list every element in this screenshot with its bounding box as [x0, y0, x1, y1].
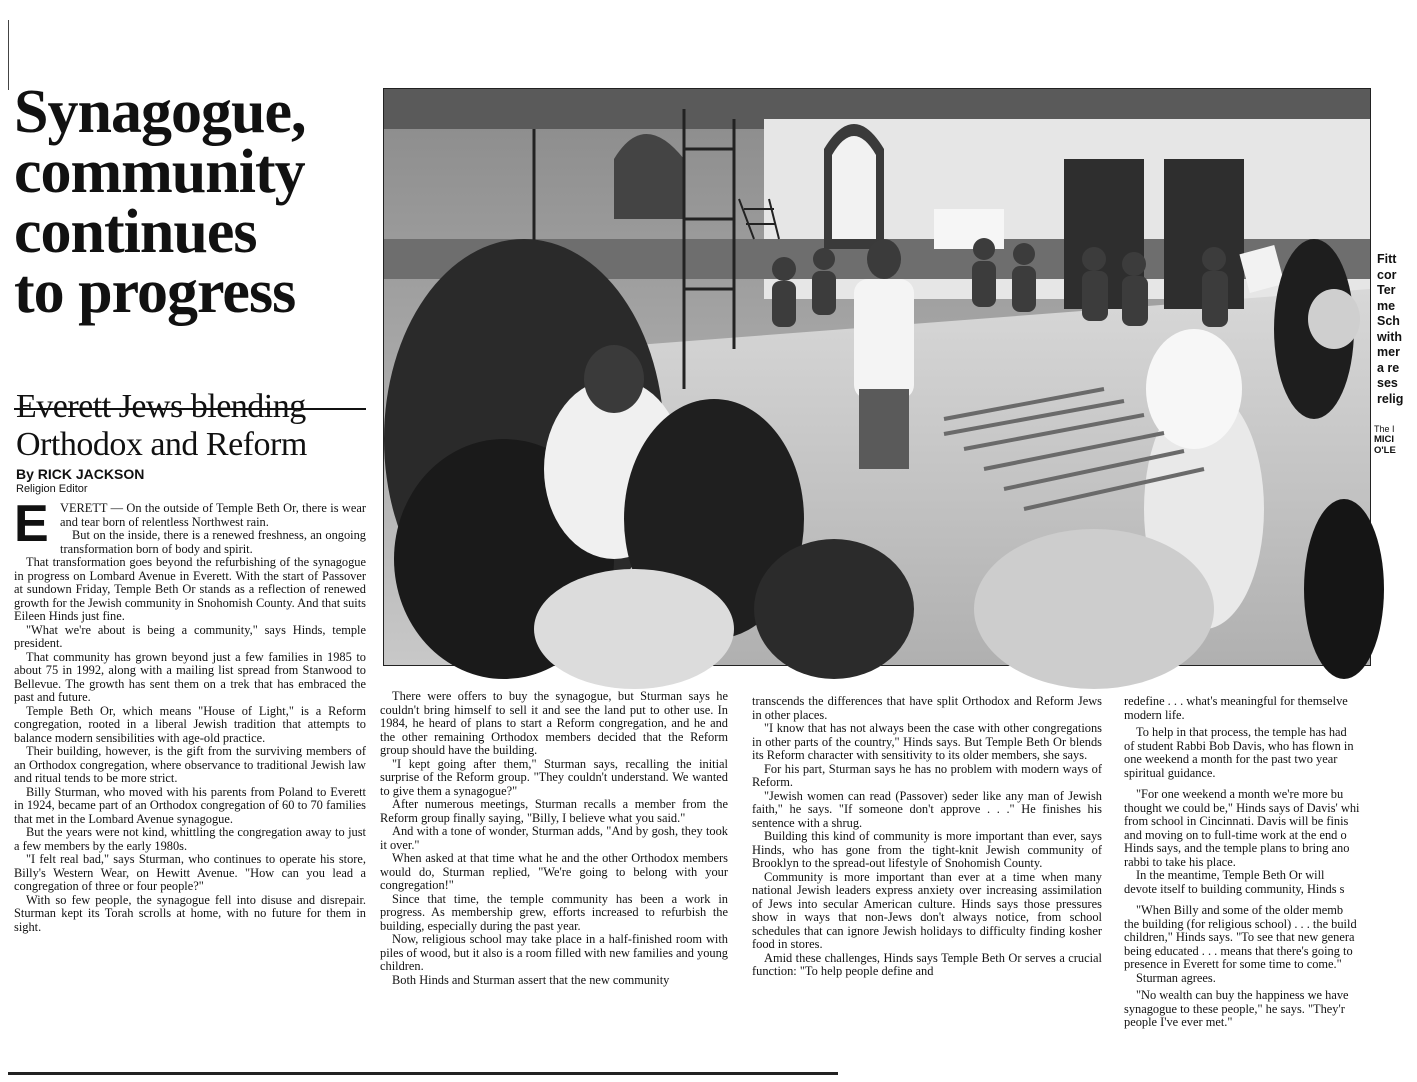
article-paragraph: When asked at that time what he and the other Orthodox members would do, Sturman replied, "We're going to belong with your congregation!" [380, 851, 728, 892]
article-line: thought we could be," Hinds says of Davis' whi [1124, 800, 1360, 815]
article-paragraph: But the years were not kind, whittling the congregation away to just a few members by the early 1980s. [14, 825, 366, 853]
article-line: of student Rabbi Bob Davis, who has flown in [1124, 738, 1354, 753]
photo-credit-source: The I [1374, 424, 1395, 434]
article-paragraph: "Jewish women can read (Passover) seder like any man of Jewish faith," he says. "If someone don't approve . . ." He finishes his sentence with a shrug. [752, 788, 1102, 830]
byline-title: Religion Editor [16, 483, 88, 495]
article-line: and moving on to full-time work at the end o [1124, 827, 1347, 842]
subheadline [16, 388, 366, 464]
article-paragraph: That transformation goes beyond the refurbishing of the synagogue in progress on Lombard Avenue in Everett. With the start of Passover at sundown Friday, Temple Beth Or stands as a reflection of renewed growth for the Jewish community in Snohomish County. And that suits Eileen Hinds just fine. [14, 555, 366, 623]
article-line: redefine . . . what's meaningful for themselve [1124, 694, 1348, 708]
article-line: presence in Everett for some time to come." [1124, 957, 1342, 971]
caption-line: me [1377, 298, 1396, 313]
photo-credit-name [1374, 434, 1404, 456]
article-column-4 [1124, 695, 1400, 1030]
article-paragraph: transcends the differences that have split Orthodox and Reform Jews in other places. [752, 694, 1102, 722]
article-paragraph: Billy Sturman, who moved with his parents from Poland to Everett in 1924, became part of an Orthodox congregation of 60 to 70 families that met in the Lombard Avenue synagogue. [14, 784, 366, 826]
article-paragraph: "I kept going after them," Sturman says, recalling the initial surprise of the Reform group. "They couldn't understand. We wanted to give them a synagogue?" [380, 756, 728, 798]
article-paragraph: With so few people, the synagogue fell into disuse and disrepair. Sturman kept its Torah scrolls at home, with no future for them in sight. [14, 892, 366, 934]
headline-line: community [14, 138, 305, 206]
article-column-2 [380, 690, 728, 987]
article-paragraph: Temple Beth Or, which means "House of Light," is a Reform congregation, rooted in a liberal Jewish tradition that attempts to balance modern sensibilities with age-old practice. [14, 703, 366, 745]
article-line: devote itself to building community, Hinds s [1124, 881, 1345, 896]
article-paragraph: Community is more important than ever at a time when many national Jewish leaders express anxiety over increasing assimilation of Jews into secular American culture. Hinds says those pressures show in ways that non-Jews don't always notice, from school schedules that can ignore Jewish holidays to difficulty finding kosher food in stores. [752, 869, 1102, 951]
article-paragraph: And with a tone of wonder, Sturman adds, "And by gosh, they took it over." [380, 824, 728, 852]
caption-line: cor [1377, 267, 1397, 282]
article-line: modern life. [1124, 707, 1185, 722]
article-column-1 [14, 495, 366, 934]
page-bottom-rule [8, 1072, 838, 1075]
article-line: "For one weekend a month we're more bu [1136, 787, 1344, 801]
caption-line: Fitt [1377, 252, 1397, 266]
headline-line: Synagogue, [14, 78, 306, 146]
article-paragraph: That community has grown beyond just a few families in 1985 to about 75 in 1992, along with a mailing list spread from Stanwood to Bellevue. The growth has sent them on a trek that has embraced the past and future. [14, 649, 366, 704]
article-paragraph: Both Hinds and Sturman assert that the new community [392, 972, 670, 987]
article-paragraph: "What we're about is being a community," says Hinds, temple president. [14, 622, 366, 650]
article-line: "No wealth can buy the happiness we have [1136, 988, 1349, 1002]
article-line: the building (for religious school) . . . the build [1124, 916, 1357, 931]
byline-author: By RICK JACKSON [16, 466, 145, 482]
article-paragraph: But on the inside, there is a renewed freshness, an ongoing transformation born of body and spirit. [60, 528, 366, 556]
headline-line: to progress [14, 258, 296, 326]
caption-line: Sch [1377, 314, 1400, 328]
article-line: people I've ever met." [1124, 1015, 1233, 1029]
caption-line: with [1377, 329, 1402, 344]
headline [14, 78, 374, 326]
article-line: To help in that process, the temple has had [1136, 725, 1347, 739]
article-paragraph: Amid these challenges, Hinds says Temple Beth Or serves a crucial function: "To help people define and [752, 950, 1102, 978]
headline-line: continues [14, 198, 257, 266]
article-line: In the meantime, Temple Beth Or will [1136, 868, 1325, 882]
article-column-3 [752, 695, 1102, 979]
article-line: Hinds says, and the temple plans to bring ano [1124, 841, 1350, 855]
article-line: children," Hinds says. "To see that new genera [1124, 930, 1355, 944]
article-line: from school in Cincinnati. Davis will be finis [1124, 814, 1349, 828]
caption-line: mer [1377, 345, 1400, 359]
column-rule [8, 20, 9, 90]
photo-caption [1377, 252, 1417, 407]
article-line: "When Billy and some of the older memb [1136, 903, 1344, 917]
article-line: synagogue to these people," he says. "They'r [1124, 1001, 1345, 1016]
article-line: spiritual guidance. [1124, 765, 1216, 780]
subheadline-line: Orthodox and Reform [16, 426, 307, 463]
news-photo [383, 88, 1371, 666]
caption-line: Ter [1377, 283, 1396, 297]
subheadline-line: Everett Jews blending [16, 388, 306, 425]
caption-line: relig [1377, 391, 1404, 406]
article-line: Sturman agrees. [1136, 970, 1216, 985]
article-paragraph: For his part, Sturman says he has no problem with modern ways of Reform. [752, 761, 1102, 789]
article-line: rabbi to take his place. [1124, 854, 1236, 869]
article-paragraph: VERETT — On the outside of Temple Beth Or, there is wear and tear born of relentless Northwest rain. [60, 501, 366, 529]
article-line: one weekend a month for the past two year [1124, 752, 1338, 766]
photo-illustration [384, 89, 1370, 665]
article-paragraph: After numerous meetings, Sturman recalls a member from the Reform group finally saying, "Billy, I believe what you said." [380, 797, 728, 825]
article-paragraph: Since that time, the temple community has been a work in progress. As membership grew, efforts increased to refurbish the building, especially during the past year. [380, 891, 728, 933]
photo-credit-line: MICI [1374, 434, 1395, 445]
article-paragraph: Their building, however, is the gift from the surviving members of an Orthodox congregation, where observance to traditional Jewish law and ritual tends to be more strict. [14, 744, 366, 785]
article-line: being educated . . . means that there's going to [1124, 943, 1353, 958]
photo-credit-line: O'LE [1374, 445, 1396, 456]
article-paragraph: There were offers to buy the synagogue, but Sturman says he couldn't bring himself to sell it and see the land put to other use. In 1984, he heard of plans to start a Reform congregation, and he and the other remaining Orthodox members decided that the Reform group should have the building. [380, 689, 728, 757]
caption-line: ses [1377, 376, 1398, 390]
article-paragraph: "I know that has not always been the case with other congregations in other parts of the country," Hinds says. But Temple Beth Or blends its Reform character with sensitivity to its older members, she says. [752, 721, 1102, 762]
article-paragraph: Building this kind of community is more important than ever, says Hinds, who has gone from the tight-knit Jewish community of Brooklyn to the spread-out lifestyle of Snohomish County. [752, 829, 1102, 870]
caption-line: a re [1377, 360, 1400, 375]
drop-cap: E [14, 495, 49, 553]
article-paragraph: "I felt real bad," says Sturman, who continues to operate his store, Billy's Western Wear, on Hewitt Avenue. "How can you lead a congregation of three or four people?" [14, 852, 366, 893]
article-paragraph: Now, religious school may take place in a half-finished room with piles of wood, but it also is a room filled with new families and young children. [380, 932, 728, 973]
